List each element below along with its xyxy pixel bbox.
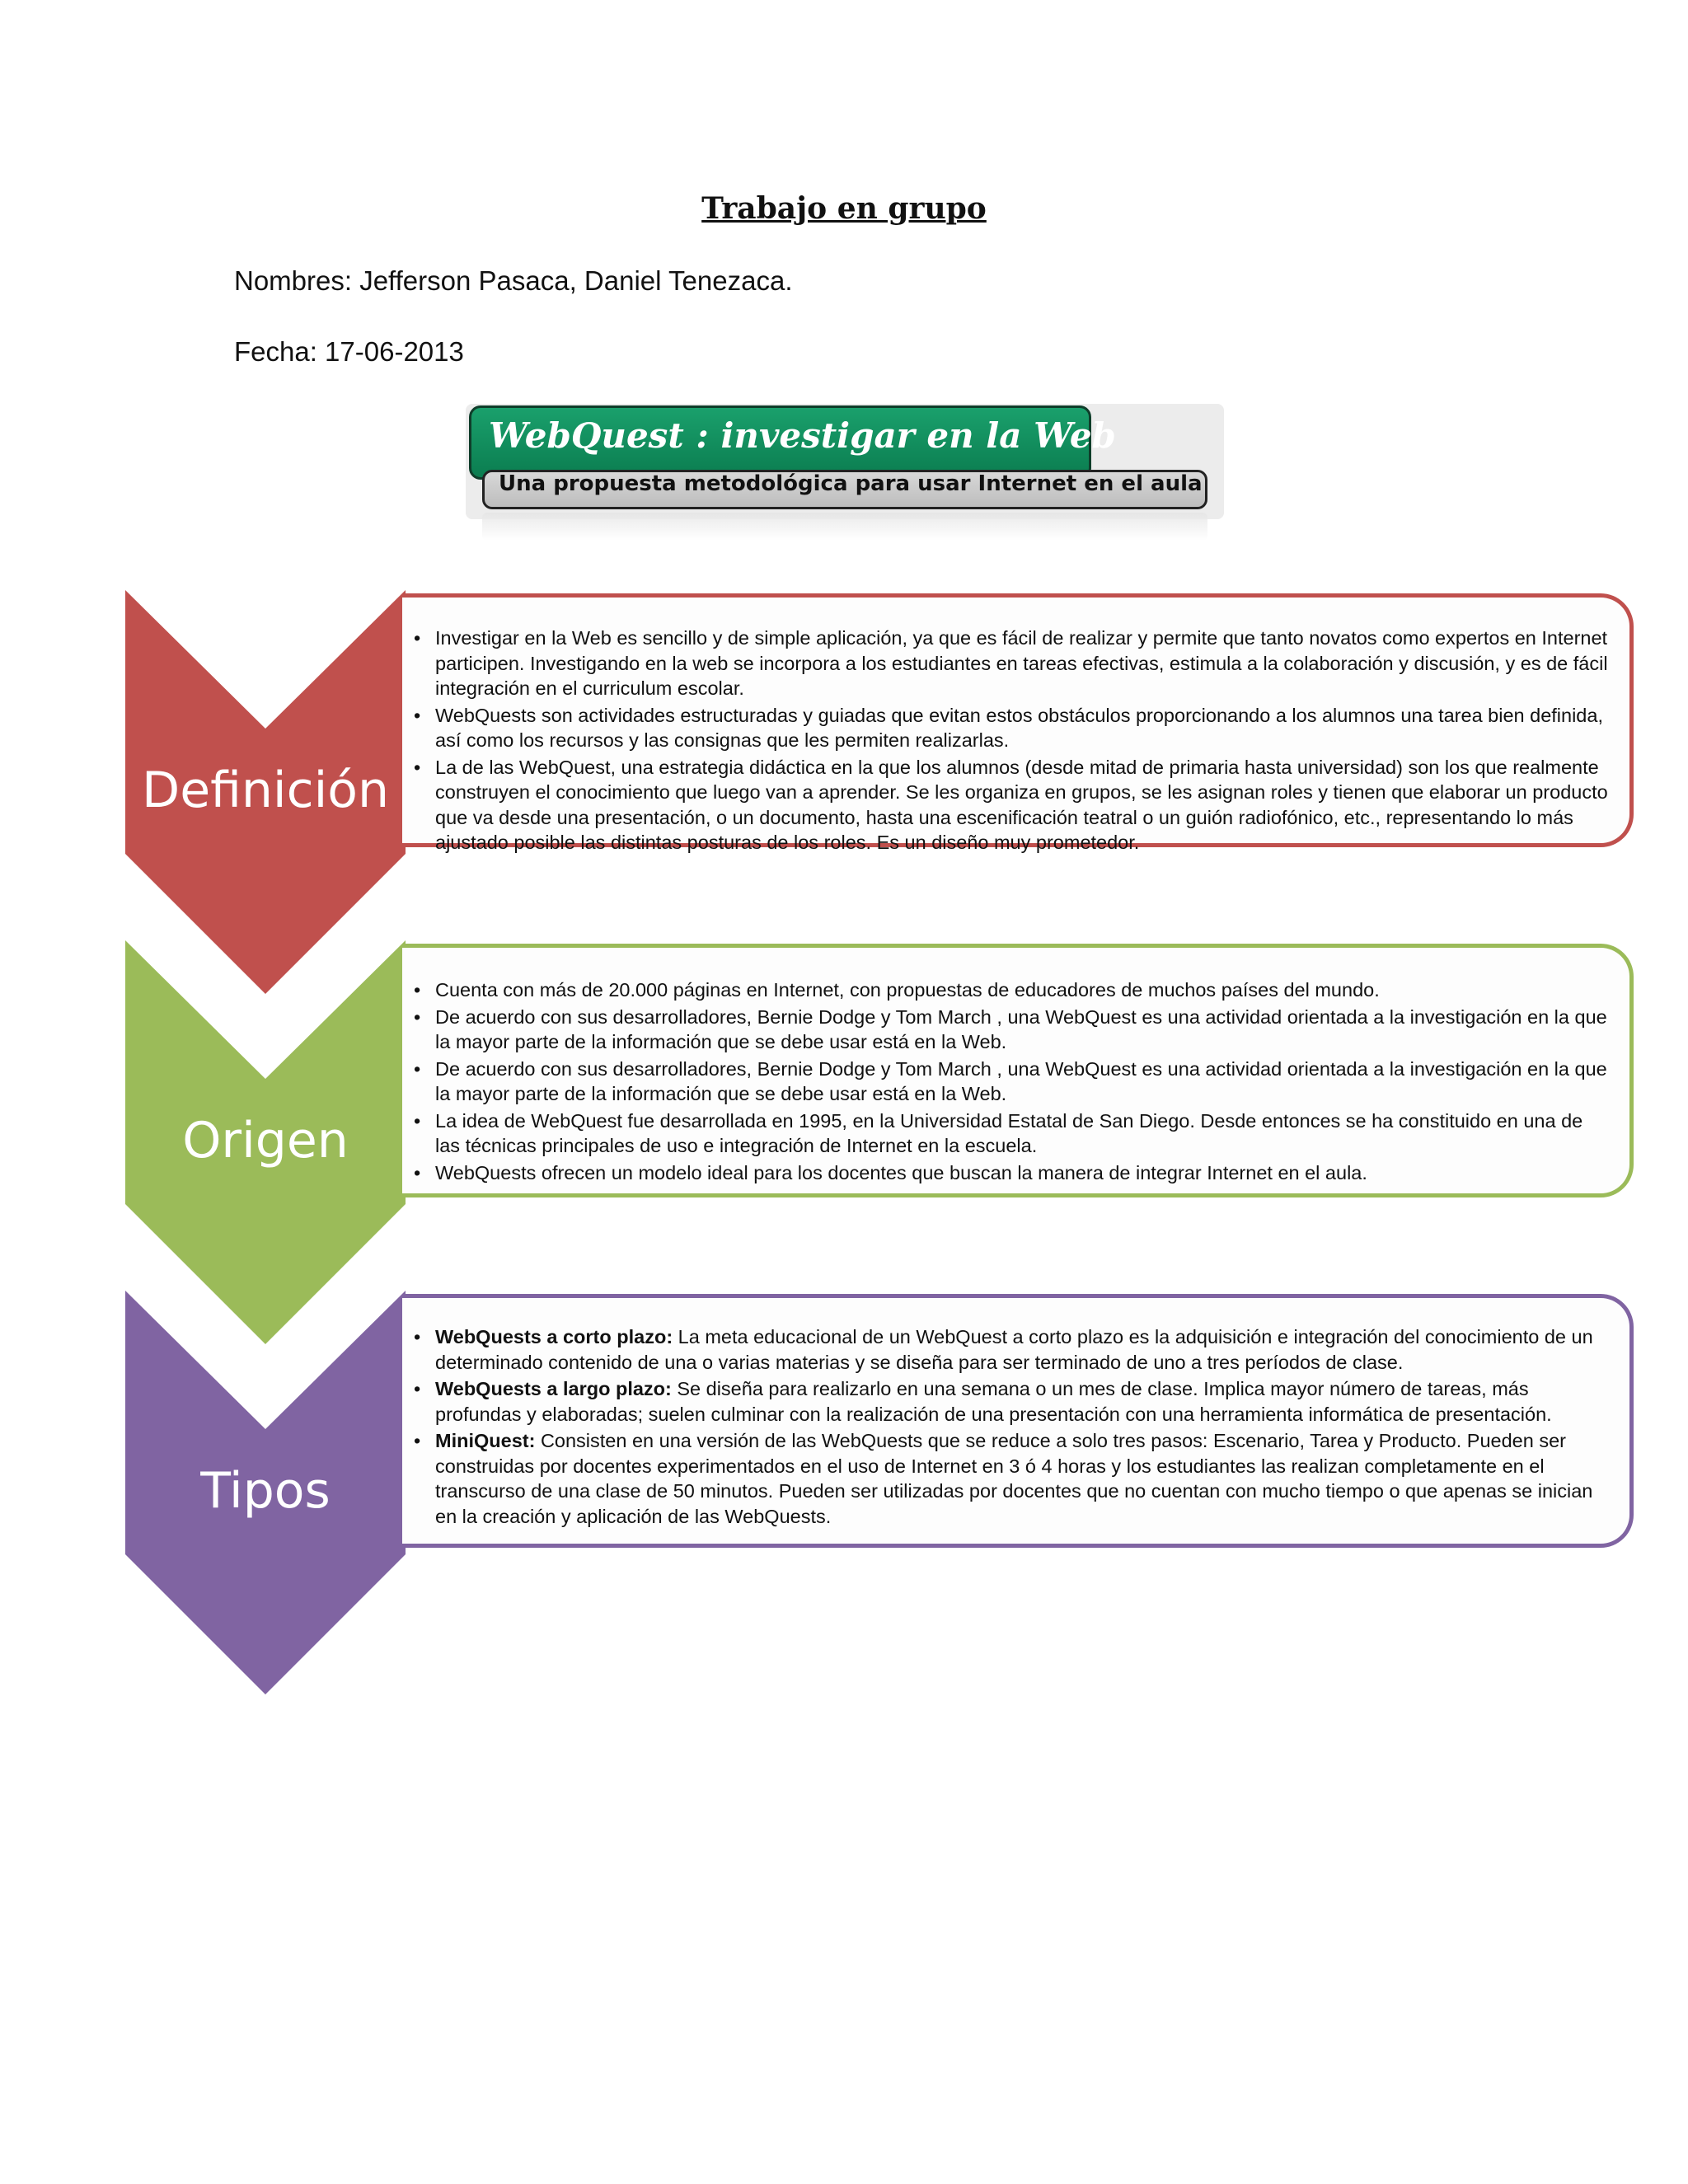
section-label: Origen — [182, 1112, 349, 1169]
webquest-banner-image — [466, 404, 1224, 552]
section-label: Tipos — [200, 1462, 331, 1520]
item-text: La idea de WebQuest fue desarrollada en 1995, en la Universidad Estatal de San Diego. Desde entonces se ha constituido en una de las técnicas principales de uso e integración de Internet en la escuela. — [435, 1109, 1583, 1156]
item-text: De acuerdo con sus desarrolladores, Bernie Dodge y Tom March , una WebQuest es una actividad orientada a la investigación en la que la mayor parte de la información que se debe usar está en la Web. — [435, 1057, 1607, 1104]
banner-title: WebQuest : investigar en la Web — [489, 415, 1116, 456]
banner-reflection — [482, 513, 1207, 541]
document-title: Trabajo en grupo — [701, 191, 987, 226]
item-term: WebQuests a largo plazo: — [435, 1378, 672, 1399]
list-item — [410, 1376, 1610, 1427]
item-text: WebQuests ofrecen un modelo ideal para los docentes que buscan la manera de integrar Internet en el aula. — [435, 1161, 1367, 1183]
author-names: Nombres: Jefferson Pasaca, Daniel Tenezaca. — [234, 265, 793, 296]
item-text: La de las WebQuest, una estrategia didáctica en la que los alumnos (desde mitad de primaria hasta universidad) son los que realmente construyen el conocimiento que luego van a aprender. Se les organiza en grupos, se les asignan roles y tienen que elaborar un producto que va desde una presentación, o un documento, hasta una escenificación teatral o un guión radiofónico, etc., representando lo más ajustado posible las distintas posturas de los roles. Es un diseño muy prometedor. — [435, 756, 1608, 853]
item-text: Se diseña para realizarlo en una semana o un mes de clase. Implica mayor número de tareas, más profundas y elaboradas; suelen culminar con la realización de una presentación con una herramienta informática de presentación. — [435, 1378, 1552, 1425]
list-item — [410, 626, 1610, 701]
banner-subtitle: Una propuesta metodológica para usar Internet en el aula — [499, 471, 1203, 496]
item-text: Cuenta con más de 20.000 páginas en Internet, con propuestas de educadores de muchos países del mundo. — [435, 979, 1380, 1001]
list-item — [410, 1057, 1610, 1107]
bullet-list — [410, 959, 1610, 1185]
item-text: Investigar en la Web es sencillo y de simple aplicación, ya que es fácil de realizar y permite que tanto novatos como expertos en Internet participen. Investigando en la web se incorpora a los estudiantes en tareas efectivas, estimula a la colaboración y discusión, y es de fácil integración en el curriculum escolar. — [435, 627, 1608, 699]
bullet-list — [410, 609, 1610, 855]
list-item — [410, 1108, 1610, 1159]
item-text: De acuerdo con sus desarrolladores, Bernie Dodge y Tom March , una WebQuest es una actividad orientada a la investigación en la que la mayor parte de la información que se debe usar está en la Web. — [435, 1005, 1607, 1052]
list-item — [410, 703, 1610, 753]
chevron-definicion — [125, 590, 406, 994]
chevron-tipos — [125, 1291, 406, 1694]
list-item — [410, 755, 1610, 855]
list-item — [410, 1160, 1610, 1186]
chevron-origen — [125, 940, 406, 1344]
section-label: Definición — [142, 762, 389, 819]
item-text: WebQuests son actividades estructuradas y guiadas que evitan estos obstáculos proporcionando a los alumnos una tarea bien definida, así como los recursos y las consignas que les permiten realizarlas. — [435, 704, 1603, 751]
item-text: Consisten en una versión de las WebQuests que se reduce a solo tres pasos: Escenario, Tarea y Producto. Pueden ser construidas por docentes experimentados en el uso de Internet en 3 ó 4 horas y los estudiantes las realizan completamente en el transcurso de una clase de 50 minutos. Pueden ser utilizadas por docentes que no cuentan con mucho tiempo o que apenas se inician en la creación y aplicación de las WebQuests. — [435, 1430, 1593, 1527]
list-item — [410, 977, 1610, 1003]
section-box-origen — [402, 944, 1634, 1197]
list-item — [410, 1005, 1610, 1055]
item-text: La meta educacional de un WebQuest a corto plazo es la adquisición e integración del conocimiento de un determinado contenido de una o varias materias y se diseña para ser terminado de uno a tres períodos de clase. — [435, 1326, 1593, 1373]
item-term: WebQuests a corto plazo: — [435, 1326, 673, 1347]
section-box-definicion — [402, 593, 1634, 853]
bullet-list — [410, 1310, 1610, 1529]
list-item — [410, 1428, 1610, 1529]
item-term: MiniQuest: — [435, 1430, 536, 1451]
list-item — [410, 1324, 1610, 1375]
document-date: Fecha: 17-06-2013 — [234, 336, 464, 367]
section-box-tipos — [402, 1294, 1634, 1548]
